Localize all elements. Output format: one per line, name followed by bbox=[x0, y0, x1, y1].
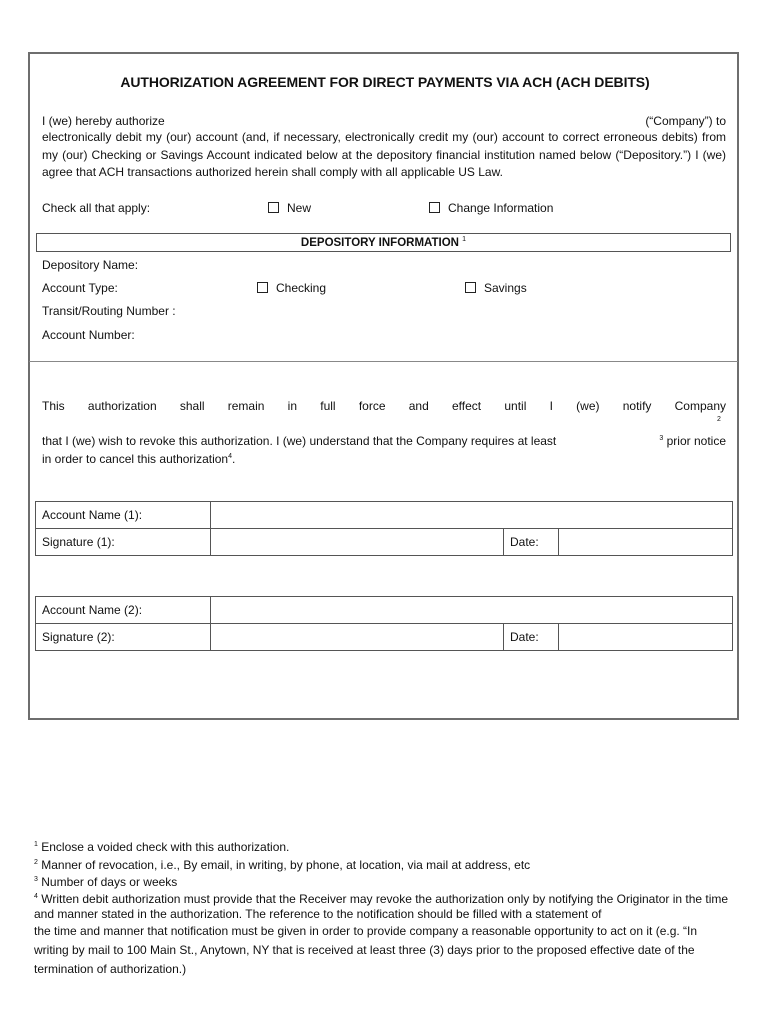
signature-2-label: Signature (2): bbox=[36, 624, 211, 651]
prior-notice bbox=[659, 433, 726, 449]
footnote-1 bbox=[34, 839, 734, 857]
revocation-line-3-text: in order to cancel this authorization bbox=[42, 452, 229, 466]
signature-block-1 bbox=[35, 501, 733, 556]
footnote-4 bbox=[34, 892, 734, 922]
footnote-2-text: Manner of revocation, i.e., By email, in writing, by phone, at location, via mail at address, etc bbox=[41, 857, 531, 872]
account-number-label: Account Number: bbox=[42, 328, 135, 342]
account-name-row-1 bbox=[36, 502, 733, 529]
footnote-ref-2: 2 bbox=[717, 416, 721, 423]
company-label: (“Company”) to bbox=[645, 114, 726, 128]
savings-checkbox[interactable] bbox=[465, 282, 476, 293]
account-name-1-input[interactable] bbox=[211, 502, 733, 529]
authorization-body: electronically debit my (our) account (and, if necessary, electronically credit my (our) account to correct erroneous debits) from my (our) Checking or Savings Account indicated below at the depository financial institution named below (“Depository.”) I (we) agree that ACH transactions authorized herein shall comply with all applicable US Law. bbox=[42, 130, 726, 179]
revocation-line-1: This authorization shall remain in full force and effect until I (we) notify Company bbox=[42, 399, 726, 413]
footnote-3-num: 3 bbox=[34, 876, 38, 883]
account-name-2-input[interactable] bbox=[211, 597, 733, 624]
footnote-4-continuation: the time and manner that notification must be given in order to provide company a reasonable opportunity to act on it (e.g. “In writing by mail to 100 Main St., Anytown, NY that is received at least three (3) days prior to the proposed effective date of the termination of authorization.) bbox=[34, 923, 698, 976]
savings-label: Savings bbox=[484, 281, 527, 295]
footnote-3 bbox=[34, 874, 734, 892]
checking-label: Checking bbox=[276, 281, 327, 295]
checking-option[interactable] bbox=[257, 280, 326, 296]
revocation-line-3 bbox=[42, 451, 235, 467]
signature-block-2 bbox=[35, 596, 733, 651]
signature-row-1 bbox=[36, 529, 733, 556]
signature-2-input[interactable] bbox=[211, 624, 504, 651]
account-type-label: Account Type: bbox=[42, 281, 118, 295]
footnote-4-num: 4 bbox=[34, 892, 38, 900]
footnote-3-text: Number of days or weeks bbox=[41, 875, 178, 889]
signature-1-input[interactable] bbox=[211, 529, 504, 556]
account-name-1-label: Account Name (1): bbox=[36, 502, 211, 529]
new-label: New bbox=[287, 201, 312, 215]
depository-footnote-ref: 1 bbox=[462, 236, 467, 244]
prior-notice-text: prior notice bbox=[666, 434, 726, 448]
signature-row-2 bbox=[36, 624, 733, 651]
change-information-label: Change Information bbox=[448, 201, 554, 215]
new-checkbox[interactable] bbox=[268, 202, 279, 213]
footnote-1-num: 1 bbox=[34, 841, 38, 848]
change-information-checkbox[interactable] bbox=[429, 202, 440, 213]
section-divider bbox=[29, 361, 738, 362]
footnote-ref-4: 4 bbox=[228, 453, 233, 460]
date-1-label: Date: bbox=[504, 529, 559, 556]
date-2-input[interactable] bbox=[559, 624, 733, 651]
date-1-input[interactable] bbox=[559, 529, 733, 556]
footnotes bbox=[34, 839, 734, 979]
form-title: AUTHORIZATION AGREEMENT FOR DIRECT PAYMENTS VIA ACH (ACH DEBITS) bbox=[120, 74, 650, 90]
signature-1-label: Signature (1): bbox=[36, 529, 211, 556]
footnote-1-text: Enclose a voided check with this authorization. bbox=[41, 840, 290, 854]
date-2-label: Date: bbox=[504, 624, 559, 651]
revocation-line-3-end: . bbox=[232, 452, 236, 466]
check-all-label: Check all that apply: bbox=[42, 201, 151, 215]
depository-header-text: DEPOSITORY INFORMATION bbox=[300, 237, 459, 249]
change-information-option[interactable] bbox=[429, 200, 553, 216]
checking-checkbox[interactable] bbox=[257, 282, 268, 293]
routing-number-label: Transit/Routing Number : bbox=[42, 304, 176, 318]
footnote-2-num: 2 bbox=[34, 858, 38, 866]
footnote-ref-3: 3 bbox=[659, 435, 664, 442]
footnote-4-text: Written debit authorization must provide that the Receiver may revoke the authorization only by notifying the Originator in the time and manner stated in the authorization. The reference to the notification should be filled with a statement of bbox=[34, 891, 729, 921]
footnote-2 bbox=[34, 857, 734, 875]
account-name-2-label: Account Name (2): bbox=[36, 597, 211, 624]
savings-option[interactable] bbox=[465, 280, 527, 296]
depository-name-label: Depository Name: bbox=[42, 258, 139, 272]
account-name-row-2 bbox=[36, 597, 733, 624]
revocation-line-2: that I (we) wish to revoke this authorization. I (we) understand that the Company requires at least bbox=[42, 434, 557, 448]
authorize-label: I (we) hereby authorize bbox=[42, 114, 165, 128]
new-option[interactable] bbox=[268, 200, 311, 216]
depository-header bbox=[36, 233, 731, 252]
